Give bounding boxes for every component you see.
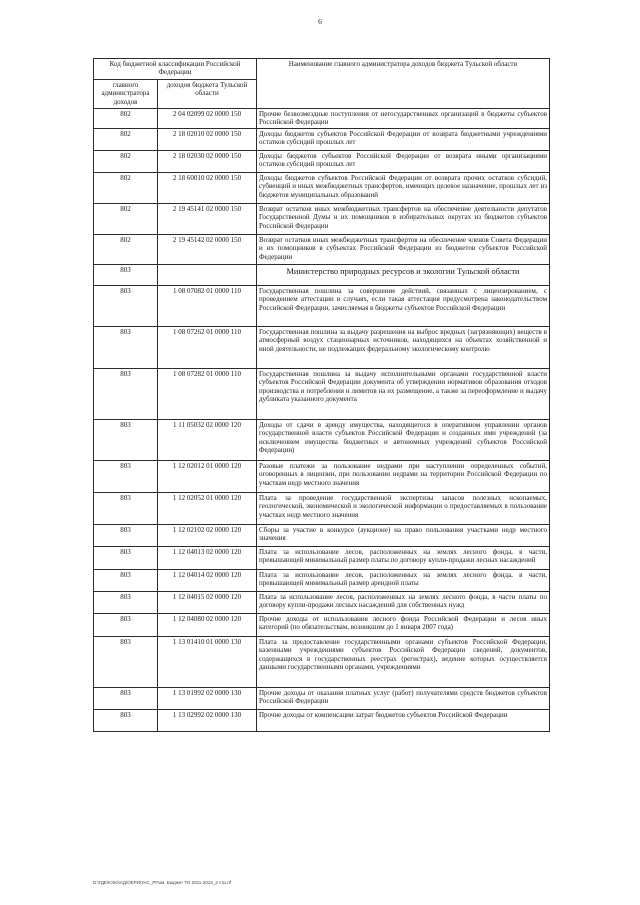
income-code-cell: 2 04 02099 02 0000 150 [158,109,257,129]
income-code-cell: 1 13 01992 02 0000 130 [158,688,257,710]
income-code-cell: 2 18 02010 02 0000 150 [158,129,257,151]
header-admin-column: главного администратора доходов [94,80,158,109]
table-row [94,710,550,732]
income-name-cell: Прочие безвозмездные поступления от негосударственных организаций в бюджеты субъектов Российской Федерации [257,109,550,129]
admin-code-cell: 803 [94,493,158,525]
income-name-cell: Государственная пошлина за выдачу исполнительными органами государственной власти субъектов Российской Федерации документа об утверждении нормативов образования отходов производства и потребления и лимитов на их размещение, а также за переоформление и выдачу дубликата указанного документа [257,369,550,420]
header-name-column: Наименование главного администратора доходов бюджета Тульской области [257,59,550,109]
income-name-cell: Возврат остатков иных межбюджетных трансфертов на обеспечение деятельности депутатов Государственной Думы и их помощников в избирательных округах из бюджетов субъектов Российской Федерации [257,204,550,235]
admin-code-cell: 803 [94,369,158,420]
table-row [94,688,550,710]
admin-code-cell: 803 [94,327,158,369]
income-code-cell: 1 12 04080 02 0000 120 [158,614,257,637]
admin-code-cell: 803 [94,592,158,614]
table-row [94,592,550,614]
admin-code-cell: 802 [94,173,158,204]
income-code-cell: 2 18 02030 02 0000 150 [158,151,257,173]
table-header-row [94,59,550,80]
admin-code-cell: 802 [94,109,158,129]
table-row [94,109,550,129]
income-code-cell: 1 08 07282 01 0000 110 [158,369,257,420]
income-code-cell: 1 08 07262 01 0000 110 [158,327,257,369]
table-row [94,327,550,369]
income-code-cell: 1 12 04015 02 0000 120 [158,592,257,614]
income-name-cell: Государственная пошлина за совершение действий, связанных с лицензированием, с проведением аттестации в случаях, если такая аттестация предусмотрена законодательством Российской Федерации, зачисляемая в бюджеты субъектов Российской Федерации [257,286,550,327]
income-name-cell: Доходы бюджетов субъектов Российской Федерации от возврата прочих остатков субсидий, субвенций и иных межбюджетных трансфертов, имеющих целевое назначение, прошлых лет из бюджетов муниципальных образований [257,173,550,204]
table-row [94,493,550,525]
income-code-cell: 2 18 60010 02 0000 150 [158,173,257,204]
income-code-cell: 2 19 45141 02 0000 150 [158,204,257,235]
admin-code-cell: 803 [94,286,158,327]
table-row [94,129,550,151]
table-row [94,637,550,688]
income-code-cell: 1 13 01410 01 0000 130 [158,637,257,688]
table-row [94,570,550,592]
table-row [94,151,550,173]
income-code-cell: 1 12 04014 02 0000 120 [158,570,257,592]
page-number: 6 [318,17,322,26]
table-row [94,173,550,204]
table-row [94,547,550,570]
income-code-cell: 1 12 04013 02 0000 120 [158,547,257,570]
header-code-column: доходов бюджета Тульской области [158,80,257,109]
income-code-cell [158,265,257,286]
income-name-cell: Плата за использование лесов, расположенных на землях лесного фонда, в части платы по договору купли-продажи лесных насаждений для собственных нужд [257,592,550,614]
admin-code-cell: 803 [94,265,158,286]
income-name-cell: Прочие доходы от использования лесного фонда Российской Федерации и лесов иных категорий (по обязательствам, возникшим до 1 января 2007 года) [257,614,550,637]
admin-code-cell: 802 [94,129,158,151]
income-name-cell: Плата за использование лесов, расположенных на землях лесного фонда, в части, превышающей минимальный размер арендной платы [257,570,550,592]
table-row [94,614,550,637]
admin-code-cell: 803 [94,570,158,592]
income-name-cell: Плата за проведение государственной экспертизы запасов полезных ископаемых, геологической, экономической и экологической информации о предоставляемых в пользование участках недр местного значения [257,493,550,525]
table-row [94,461,550,493]
income-name-cell: Плата за использование лесов, расположенных на землях лесного фонда, в части, превышающей минимальный размер платы по договору купли-продажи лесных насаждений [257,547,550,570]
admin-code-cell: 803 [94,461,158,493]
income-code-cell: 1 12 02012 01 0000 120 [158,461,257,493]
income-name-cell: Доходы бюджетов субъектов Российской Федерации от возврата иными организациями остатков субсидий прошлых лет [257,151,550,173]
income-name-cell: Доходы от сдачи в аренду имущества, находящегося в оперативном управлении органов государственной власти субъектов Российской Федерации и созданных ими учреждений (за исключением имущества бюджетных и автономных учреждений субъектов Российской Федерации) [257,420,550,461]
income-code-cell: 1 11 05032 02 0000 120 [158,420,257,461]
income-name-cell: Плата за предоставление государственными органами субъектов Российской Федерации, казенными учреждениями субъектов Российской Федерации сведений, документов, содержащихся в государственных реестрах (регистрах), ведение которых осуществляется данными государственными органами, учреждениями [257,637,550,688]
admin-code-cell: 803 [94,547,158,570]
ministry-row [94,265,550,286]
table-row [94,286,550,327]
income-code-cell: 1 12 02052 01 0000 120 [158,493,257,525]
admin-code-cell: 803 [94,637,158,688]
budget-classification-table [93,58,550,732]
admin-code-cell: 802 [94,204,158,235]
file-path-footer: D:\ГДЕ\Ю\Ю\АД\ОЕРИ\УАС_РПом. Бюджет ТО 2011-2013_2 стр.rtf [93,880,232,885]
admin-code-cell: 802 [94,151,158,173]
table-row [94,525,550,547]
income-code-cell: 1 08 07082 01 0000 110 [158,286,257,327]
income-name-cell: Прочие доходы от оказания платных услуг (работ) получателями средств бюджетов субъектов Российской Федерации [257,688,550,710]
admin-code-cell: 803 [94,688,158,710]
admin-code-cell: 803 [94,525,158,547]
income-code-cell: 1 12 02102 02 0000 120 [158,525,257,547]
header-group-title: Код бюджетной классификации Российской Федерации [94,59,257,80]
income-name-cell: Прочие доходы от компенсации затрат бюджетов субъектов Российской Федерации [257,710,550,732]
income-name-cell: Министерство природных ресурсов и экологии Тульской области [257,265,550,286]
table-row [94,235,550,265]
table-row [94,369,550,420]
income-name-cell: Государственная пошлина за выдачу разрешения на выброс вредных (загрязняющих) веществ в атмосферный воздух стационарных источников, находящихся на объектах хозяйственной и иной деятельности, не подлежащих федеральному экологическому контролю [257,327,550,369]
income-name-cell: Доходы бюджетов субъектов Российской Федерации от возврата бюджетными учреждениями остатков субсидий прошлых лет [257,129,550,151]
table-row [94,204,550,235]
admin-code-cell: 803 [94,710,158,732]
admin-code-cell: 803 [94,614,158,637]
income-name-cell: Разовые платежи за пользование недрами при наступлении определенных событий, оговоренных в лицензии, при пользовании недрами на территории Российской Федерации по участкам недр местного значения [257,461,550,493]
income-code-cell: 2 19 45142 02 0000 150 [158,235,257,265]
income-name-cell: Возврат остатков иных межбюджетных трансфертов на обеспечение членов Совета Федерации и их помощников в субъектах Российской Федерации из бюджетов субъектов Российской Федерации [257,235,550,265]
admin-code-cell: 803 [94,420,158,461]
income-name-cell: Сборы за участие в конкурсе (аукционе) на право пользования участками недр местного значения [257,525,550,547]
admin-code-cell: 802 [94,235,158,265]
income-code-cell: 1 13 02992 02 0000 130 [158,710,257,732]
table-row [94,420,550,461]
